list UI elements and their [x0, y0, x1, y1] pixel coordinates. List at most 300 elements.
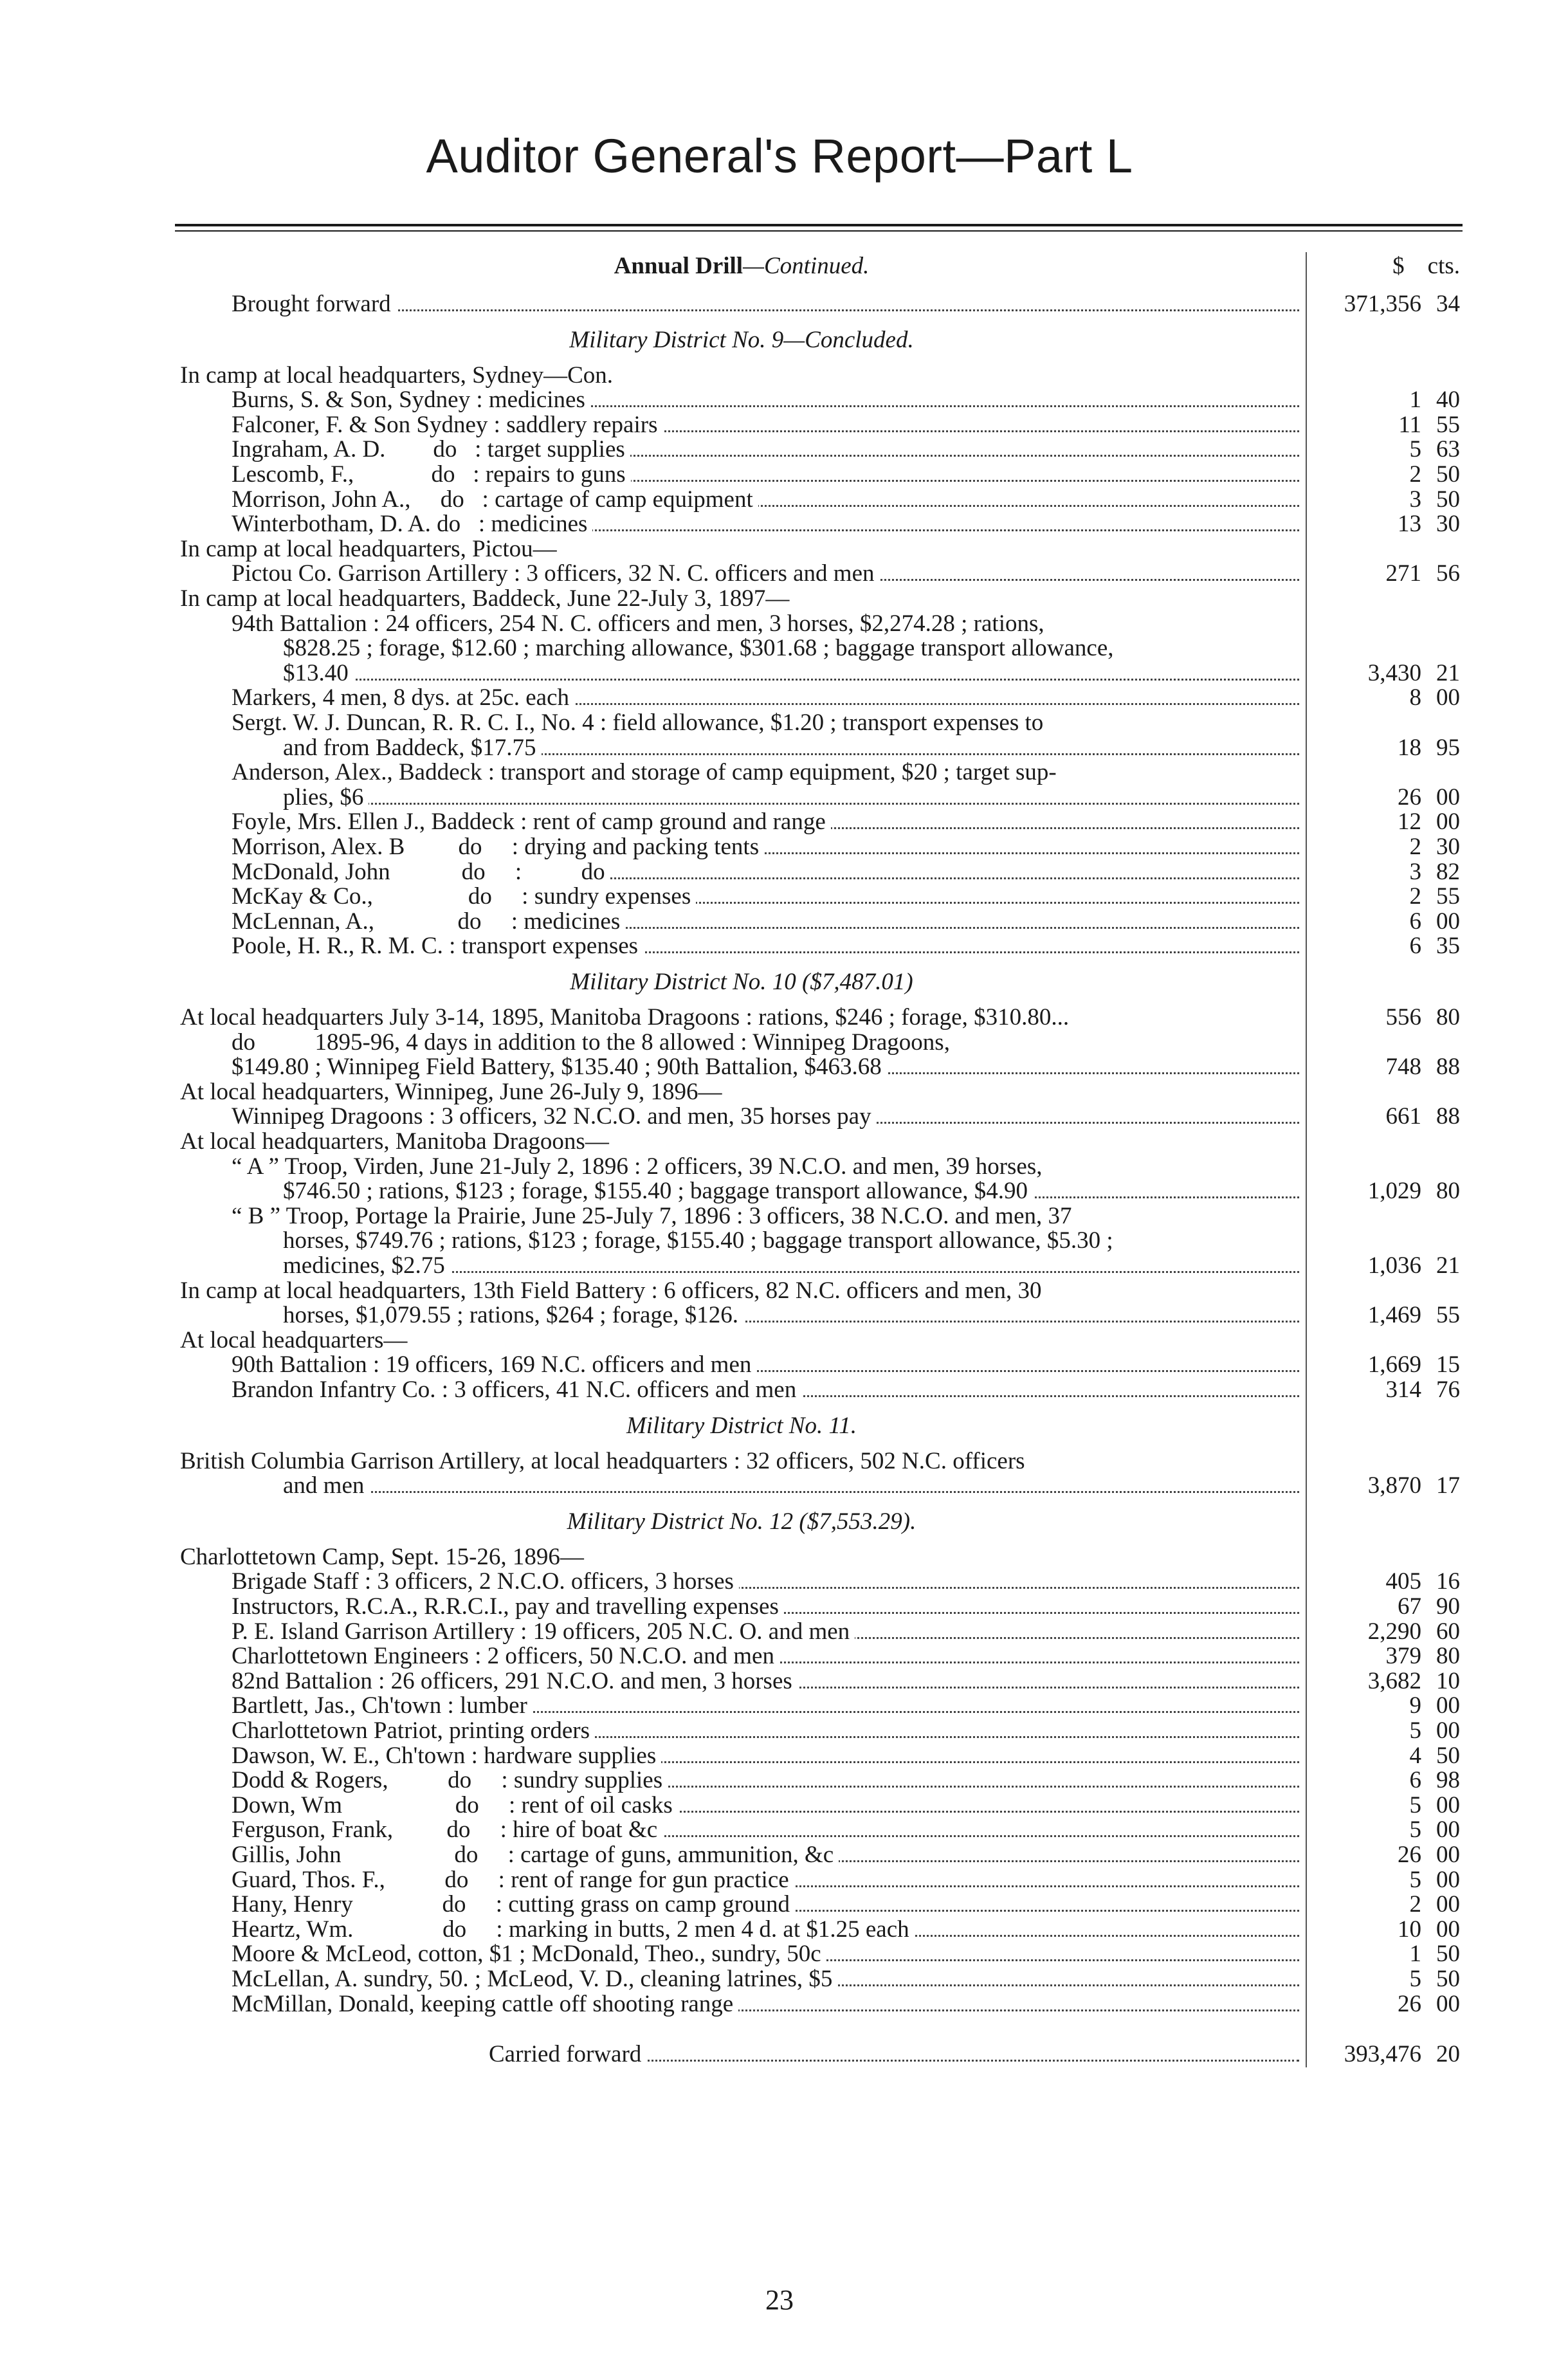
- ledger-description: [180, 1449, 1303, 1474]
- ledger-text: Markers, 4 men, 8 dys. at 25c. each: [232, 686, 574, 710]
- amount-cents: 30: [1436, 834, 1460, 860]
- amount-cents: 80: [1436, 1643, 1460, 1670]
- ledger-row: [180, 1818, 1460, 1842]
- ledger-text: Winterbotham, D. A. do : medicines: [232, 512, 592, 536]
- amount-dollars: 2,290: [1367, 1618, 1421, 1645]
- amount-dollars: 748: [1385, 1054, 1421, 1081]
- ledger-amount: [1312, 835, 1460, 859]
- section-title-bold: Annual Drill: [614, 253, 743, 279]
- ledger-amount: [1312, 884, 1460, 909]
- amount-cents: 40: [1436, 387, 1460, 414]
- amount-cents: 00: [1436, 783, 1460, 810]
- ledger-description: [180, 1868, 1303, 1892]
- ledger-amount: [1312, 1967, 1460, 1991]
- amount-cents: 10: [1436, 1667, 1460, 1694]
- ledger-text: Heartz, Wm. do : marking in butts, 2 men 4 d. at $1.25 each: [232, 1918, 915, 1942]
- ledger-text: In camp at local headquarters, Baddeck, June 22-July 3, 1897—: [180, 587, 794, 611]
- amount-cents: 90: [1436, 1593, 1460, 1620]
- ledger-text: Brandon Infantry Co. : 3 officers, 41 N.C. officers and men: [232, 1378, 801, 1402]
- ledger-row: [180, 1229, 1460, 1253]
- ledger-amount: [1312, 1942, 1460, 1966]
- amount-cents: 88: [1436, 1103, 1460, 1130]
- ledger-amount: [1312, 686, 1460, 710]
- dot-leader: [283, 1491, 1299, 1493]
- dollars-column-header: $: [1392, 253, 1405, 279]
- ledger-amount: [1312, 1378, 1460, 1402]
- amount-dollars: 3: [1409, 486, 1421, 513]
- ledger-text: horses, $1,079.55 ; rations, $264 ; forage, $126.: [283, 1303, 743, 1328]
- ledger-amount: [1312, 1719, 1460, 1743]
- ledger-row: [180, 1570, 1460, 1594]
- ledger-row: [180, 1449, 1460, 1474]
- ledger-description: [180, 1179, 1303, 1204]
- dot-leader: [283, 803, 1299, 805]
- amount-dollars: 2: [1409, 1891, 1421, 1918]
- ledger-description: [180, 1793, 1303, 1818]
- ledger-text: Sergt. W. J. Duncan, R. R. C. I., No. 4 : field allowance, $1.20 ; transport expenses to: [232, 711, 1048, 735]
- amount-dollars: 3,682: [1367, 1667, 1421, 1694]
- amount-cents: 15: [1436, 1351, 1460, 1378]
- ledger-text: In camp at local headquarters, 13th Field Battery : 6 officers, 82 N.C. officers and men, 30: [180, 1279, 1047, 1303]
- ledger-text: Morrison, Alex. B do : drying and packing tents: [232, 835, 764, 859]
- amount-cents: 17: [1436, 1472, 1460, 1499]
- ledger-description: [180, 1080, 1303, 1104]
- amount-dollars: 67: [1398, 1593, 1421, 1620]
- amount-cents: 50: [1436, 1941, 1460, 1968]
- ledger-description: [180, 437, 1303, 462]
- ledger-amount: [1312, 1055, 1460, 1079]
- ledger-description: [180, 1992, 1303, 2017]
- ledger-description: [180, 388, 1303, 412]
- ledger-row: [180, 1942, 1460, 1966]
- ledger-text: In camp at local headquarters, Sydney—Con.: [180, 363, 618, 388]
- ledger-description: [180, 1694, 1303, 1718]
- ledger-row: [180, 537, 1460, 562]
- ledger-row: [180, 1104, 1460, 1129]
- ledger-amount: [1312, 1570, 1460, 1594]
- ledger-row: [180, 1055, 1460, 1079]
- ledger-amount: [1312, 910, 1460, 934]
- ledger-description: [180, 1719, 1303, 1743]
- ledger-text: Brigade Staff : 3 officers, 2 N.C.O. officers, 3 horses: [232, 1570, 739, 1594]
- ledger-row: [180, 462, 1460, 487]
- amount-cents: 80: [1436, 1178, 1460, 1205]
- ledger-text: P. E. Island Garrison Artillery : 19 officers, 205 N.C. O. and men: [232, 1620, 855, 1644]
- section-title-continued: —Continued.: [743, 253, 870, 279]
- ledger-row: [180, 1967, 1460, 1991]
- amount-cents: 50: [1436, 486, 1460, 513]
- ledger-description: [180, 1279, 1303, 1303]
- ledger-amount: [1312, 785, 1460, 810]
- ledger-row: [180, 661, 1460, 686]
- amount-cents: 50: [1436, 1742, 1460, 1769]
- ledger-row: [180, 437, 1460, 462]
- amount-dollars: 10: [1398, 1916, 1421, 1943]
- amount-cents: 76: [1436, 1377, 1460, 1403]
- ledger-amount: [1312, 1179, 1460, 1204]
- ledger-text: Charlottetown Patriot, printing orders: [232, 1719, 595, 1743]
- amount-cents: 55: [1436, 883, 1460, 910]
- ledger-amount: [1312, 934, 1460, 958]
- ledger-amount: [1312, 1892, 1460, 1917]
- ledger-description: [180, 512, 1303, 536]
- ledger-row: [180, 1303, 1460, 1328]
- ledger-amount: [1312, 1694, 1460, 1718]
- ledger-amount: [1312, 1768, 1460, 1793]
- ledger-text: do 1895-96, 4 days in addition to the 8 allowed : Winnipeg Dragoons,: [232, 1030, 955, 1055]
- amount-dollars: 661: [1385, 1103, 1421, 1130]
- district-heading: Military District No. 12 ($7,553.29).: [567, 1508, 916, 1535]
- ledger-description: [180, 1942, 1303, 1966]
- ledger-description: [180, 587, 1303, 611]
- ledger-row: [180, 835, 1460, 859]
- ledger-row: [180, 1719, 1460, 1743]
- amount-dollars: 8: [1409, 684, 1421, 711]
- ledger-description: [180, 1474, 1303, 1498]
- ledger-text: McLennan, A., do : medicines: [232, 910, 625, 934]
- ledger-amount: [1312, 1104, 1460, 1129]
- ledger-description: [180, 1130, 1303, 1154]
- amount-dollars: 26: [1398, 1990, 1421, 2017]
- ledger-text: Gillis, John do : cartage of guns, ammunition, &c: [232, 1843, 839, 1867]
- ledger-description: [180, 1104, 1303, 1129]
- amount-dollars: 26: [1398, 783, 1421, 810]
- ledger-text: Moore & McLeod, cotton, $1 ; McDonald, Theo., sundry, 50c: [232, 1942, 826, 1966]
- amount-dollars: 393,476: [1344, 2041, 1421, 2068]
- ledger-row: [180, 711, 1460, 735]
- amount-dollars: 314: [1385, 1377, 1421, 1403]
- ledger-text: At local headquarters—: [180, 1328, 412, 1353]
- ledger-row: [180, 1793, 1460, 1818]
- ledger-row: [180, 1155, 1460, 1179]
- ledger-amount: [1312, 512, 1460, 536]
- amount-cents: 50: [1436, 1966, 1460, 1992]
- ledger-row: [180, 413, 1460, 437]
- ledger-row: [180, 934, 1460, 958]
- ledger-description: [180, 1768, 1303, 1793]
- amount-cents: 00: [1436, 1866, 1460, 1893]
- ledger-description: [180, 736, 1303, 760]
- ledger-row: [180, 1005, 1460, 1030]
- ledger-text: Dodd & Rogers, do : sundry supplies: [232, 1768, 668, 1793]
- amount-cents: 82: [1436, 858, 1460, 885]
- ledger-row: [180, 1644, 1460, 1669]
- ledger-amount: [1312, 1474, 1460, 1498]
- header-rule-thick: [175, 224, 1463, 226]
- amount-cents: 20: [1436, 2041, 1460, 2068]
- ledger-description: [180, 1378, 1303, 1402]
- ledger-text: horses, $749.76 ; rations, $123 ; forage, $155.40 ; baggage transport allowance, $5.30 ;: [283, 1229, 1118, 1253]
- ledger-amount: [1312, 388, 1460, 412]
- ledger-row: [180, 1474, 1460, 1498]
- cents-column-header: cts.: [1427, 253, 1460, 279]
- ledger-text: McMillan, Donald, keeping cattle off shooting range: [232, 1992, 738, 2017]
- amount-dollars: 1,469: [1367, 1302, 1421, 1329]
- ledger-description: [180, 1644, 1303, 1669]
- ledger-amount: [1312, 1353, 1460, 1377]
- ledger-description: [180, 1967, 1303, 1991]
- ledger-row: [180, 1179, 1460, 1204]
- ledger-description: [180, 1669, 1303, 1694]
- ledger-amount: [1312, 562, 1460, 586]
- ledger-text: Winnipeg Dragoons : 3 officers, 32 N.C.O. and men, 35 horses pay: [232, 1104, 877, 1129]
- ledger-description: [180, 686, 1303, 710]
- ledger-text: 94th Battalion : 24 officers, 254 N. C. officers and men, 3 horses, $2,274.28 ; rations,: [232, 612, 1050, 636]
- amount-dollars: 2: [1409, 834, 1421, 860]
- amount-cents: 16: [1436, 1568, 1460, 1595]
- ledger-row: [180, 1992, 1460, 2017]
- ledger-description: [180, 810, 1303, 834]
- amount-cents: 56: [1436, 560, 1460, 587]
- ledger-description: [180, 785, 1303, 810]
- amount-cents: 00: [1436, 809, 1460, 836]
- ledger-amount: [1312, 661, 1460, 686]
- ledger-amount: [1312, 1918, 1460, 1942]
- amount-cents: 60: [1436, 1618, 1460, 1645]
- ledger-text: 82nd Battalion : 26 officers, 291 N.C.O. and men, 3 horses: [232, 1669, 798, 1694]
- amount-dollars: 12: [1398, 809, 1421, 836]
- ledger-row: [180, 562, 1460, 586]
- ledger-description: [180, 1005, 1303, 1030]
- ledger-description: [180, 1818, 1303, 1842]
- ledger-row: [180, 636, 1460, 661]
- amount-dollars: 5: [1409, 1866, 1421, 1893]
- ledger-row: [180, 1328, 1460, 1353]
- ledger-amount: [1312, 1868, 1460, 1892]
- ledger-amount: [1312, 1005, 1460, 1030]
- amount-cents: 35: [1436, 933, 1460, 960]
- ledger-text: Pictou Co. Garrison Artillery : 3 officers, 32 N. C. officers and men: [232, 562, 880, 586]
- ledger-row: [180, 1080, 1460, 1104]
- section-title: [180, 252, 1303, 280]
- header-rule-thin: [175, 230, 1463, 232]
- ledger-text: Morrison, John A., do : cartage of camp equipment: [232, 488, 758, 512]
- ledger-row: [180, 1768, 1460, 1793]
- ledger-text: Foyle, Mrs. Ellen J., Baddeck : rent of camp ground and range: [232, 810, 831, 834]
- amount-dollars: 5: [1409, 1966, 1421, 1992]
- amount-dollars: 556: [1385, 1004, 1421, 1030]
- ledger-text: 90th Battalion : 19 officers, 169 N.C. officers and men: [232, 1353, 756, 1377]
- ledger-text: Falconer, F. & Son Sydney : saddlery repairs: [232, 413, 662, 437]
- ledger-row: [180, 1595, 1460, 1619]
- ledger-amount: [1312, 462, 1460, 487]
- amount-dollars: 6: [1409, 933, 1421, 960]
- ledger-text: and men: [283, 1474, 369, 1498]
- amount-dollars: 6: [1409, 1767, 1421, 1794]
- ledger-description: [180, 860, 1303, 884]
- amount-dollars: 11: [1398, 411, 1421, 438]
- ledger-row: [180, 1694, 1460, 1718]
- ledger-text: $149.80 ; Winnipeg Field Battery, $135.40 ; 90th Battalion, $463.68: [232, 1055, 887, 1079]
- ledger-description: [180, 1595, 1303, 1619]
- ledger-description: [180, 1155, 1303, 1179]
- ledger-amount: [1312, 1620, 1460, 1644]
- ledger-text: $746.50 ; rations, $123 ; forage, $155.40 ; baggage transport allowance, $4.90: [283, 1179, 1033, 1204]
- amount-dollars: 13: [1398, 511, 1421, 538]
- ledger-row: [180, 1843, 1460, 1867]
- amount-cents: 00: [1436, 1842, 1460, 1868]
- ledger-amount: [1312, 1669, 1460, 1694]
- amount-cents: 00: [1436, 1817, 1460, 1844]
- ledger-row: [180, 587, 1460, 611]
- amount-dollars: 405: [1385, 1568, 1421, 1595]
- ledger-row: [180, 1378, 1460, 1402]
- ledger-amount: [1312, 1992, 1460, 2017]
- amount-cents: 34: [1436, 291, 1460, 317]
- amount-dollars: 371,356: [1344, 291, 1421, 317]
- amount-dollars: 5: [1409, 1717, 1421, 1744]
- ledger-row: [180, 1918, 1460, 1942]
- ledger-description: [180, 1030, 1303, 1055]
- ledger-row: [180, 2042, 1460, 2067]
- ledger-description: [180, 562, 1303, 586]
- ledger-text: Ferguson, Frank, do : hire of boat &c: [232, 1818, 662, 1842]
- ledger-row: [180, 736, 1460, 760]
- ledger-row: [180, 686, 1460, 710]
- amount-dollars: 9: [1409, 1692, 1421, 1719]
- ledger-text: At local headquarters, Winnipeg, June 26-July 9, 1896—: [180, 1080, 727, 1104]
- ledger-text: Down, Wm do : rent of oil casks: [232, 1793, 678, 1818]
- ledger-amount: [1312, 1254, 1460, 1278]
- page-header: Auditor General's Report—Part L: [426, 129, 1133, 183]
- district-heading: Military District No. 10 ($7,487.01): [570, 969, 913, 995]
- ledger-row: [180, 363, 1460, 388]
- ledger-text: and from Baddeck, $17.75: [283, 736, 542, 760]
- ledger-description: [180, 835, 1303, 859]
- ledger-text: Poole, H. R., R. M. C. : transport expenses: [232, 934, 643, 958]
- amount-cents: 00: [1436, 908, 1460, 935]
- ledger-text: In camp at local headquarters, Pictou—: [180, 537, 562, 562]
- ledger-description: [180, 760, 1303, 785]
- ledger-amount: [1312, 810, 1460, 834]
- ledger-amount: [1312, 1843, 1460, 1867]
- amount-cents: 30: [1436, 511, 1460, 538]
- amount-dollars: 1,669: [1367, 1351, 1421, 1378]
- ledger-row: [180, 1868, 1460, 1892]
- ledger-text: British Columbia Garrison Artillery, at local headquarters : 32 officers, 502 N.C. officers: [180, 1449, 1030, 1474]
- ledger-row: [180, 488, 1460, 512]
- amount-dollars: 1: [1409, 1941, 1421, 1968]
- ledger-description: [180, 1620, 1303, 1644]
- dot-leader: [283, 679, 1299, 681]
- ledger-row: [180, 1620, 1460, 1644]
- ledger-row: [180, 1130, 1460, 1154]
- ledger-text: Hany, Henry do : cutting grass on camp ground: [232, 1892, 795, 1917]
- ledger-row: [180, 785, 1460, 810]
- district-heading: Military District No. 11.: [626, 1412, 857, 1439]
- amount-cents: 21: [1436, 1252, 1460, 1279]
- amount-dollars: 1,036: [1367, 1252, 1421, 1279]
- ledger-amount: [1312, 1303, 1460, 1328]
- amount-column-rule: [1306, 252, 1307, 2067]
- ledger-description: [180, 1055, 1303, 1079]
- ledger-text: Guard, Thos. F., do : rent of range for gun practice: [232, 1868, 794, 1892]
- amount-cents: 00: [1436, 1916, 1460, 1943]
- amount-cents: 00: [1436, 1990, 1460, 2017]
- ledger-text: Carried forward: [489, 2042, 646, 2067]
- ledger-row: [180, 1254, 1460, 1278]
- amount-dollars: 26: [1398, 1842, 1421, 1868]
- ledger-row: [180, 910, 1460, 934]
- district-heading: Military District No. 9—Concluded.: [569, 326, 914, 353]
- ledger-row: [180, 1545, 1460, 1570]
- ledger-description: [180, 292, 1303, 316]
- ledger-description: [180, 537, 1303, 562]
- amount-dollars: 4: [1409, 1742, 1421, 1769]
- ledger-amount: [1312, 1644, 1460, 1669]
- ledger-row: [180, 1892, 1460, 1917]
- ledger-description: [180, 1204, 1303, 1229]
- ledger-row: [180, 1353, 1460, 1377]
- amount-dollars: 271: [1385, 560, 1421, 587]
- amount-dollars: 379: [1385, 1643, 1421, 1670]
- ledger-text: Brought forward: [232, 292, 396, 316]
- ledger-row: [180, 1669, 1460, 1694]
- amount-cents: 00: [1436, 1692, 1460, 1719]
- report-body: [180, 252, 1460, 2233]
- ledger-text: At local headquarters July 3-14, 1895, Manitoba Dragoons : rations, $246 ; forage, $310.80...: [180, 1005, 1074, 1030]
- ledger-text: “ B ” Troop, Portage la Prairie, June 25-July 7, 1896 : 3 officers, 38 N.C.O. and men, 37: [232, 1204, 1077, 1229]
- ledger-description: [180, 1254, 1303, 1278]
- ledger-description: [180, 1229, 1303, 1253]
- ledger-text: plies, $6: [283, 785, 369, 810]
- amount-dollars: 5: [1409, 436, 1421, 463]
- ledger-amount: [1312, 437, 1460, 462]
- ledger-row: [180, 1204, 1460, 1229]
- ledger-description: [180, 413, 1303, 437]
- ledger-text: Charlottetown Engineers : 2 officers, 50 N.C.O. and men: [232, 1644, 780, 1669]
- amount-cents: 95: [1436, 734, 1460, 761]
- column-headers: [1312, 252, 1460, 280]
- ledger-description: [180, 488, 1303, 512]
- ledger-description: [180, 462, 1303, 487]
- ledger-text: “ A ” Troop, Virden, June 21-July 2, 1896 : 2 officers, 39 N.C.O. and men, 39 horses,: [232, 1155, 1048, 1179]
- ledger-text: Bartlett, Jas., Ch'town : lumber: [232, 1694, 533, 1718]
- amount-dollars: 3,430: [1367, 659, 1421, 686]
- ledger-description: [180, 1918, 1303, 1942]
- amount-cents: 21: [1436, 659, 1460, 686]
- ledger-text: $828.25 ; forage, $12.60 ; marching allowance, $301.68 ; baggage transport allowance,: [283, 636, 1119, 661]
- ledger-text: Ingraham, A. D. do : target supplies: [232, 437, 630, 462]
- ledger-amount: [1312, 1818, 1460, 1842]
- ledger-row: [180, 512, 1460, 536]
- ledger-row: [180, 1744, 1460, 1768]
- ledger-amount: [1312, 488, 1460, 512]
- ledger-amount: [1312, 1744, 1460, 1768]
- amount-dollars: 1: [1409, 387, 1421, 414]
- ledger-amount: [1312, 1793, 1460, 1818]
- amount-dollars: 18: [1398, 734, 1421, 761]
- amount-cents: 50: [1436, 461, 1460, 488]
- ledger-row: [180, 1279, 1460, 1303]
- ledger-description: [180, 884, 1303, 909]
- ledger-row: [180, 810, 1460, 834]
- amount-cents: 63: [1436, 436, 1460, 463]
- ledger-amount: [1312, 413, 1460, 437]
- ledger-text: Charlottetown Camp, Sept. 15-26, 1896—: [180, 1545, 589, 1570]
- amount-dollars: 2: [1409, 883, 1421, 910]
- ledger-amount: [1312, 736, 1460, 760]
- ledger-description: [180, 1892, 1303, 1917]
- amount-cents: 55: [1436, 411, 1460, 438]
- ledger-row: [180, 860, 1460, 884]
- amount-dollars: 3,870: [1367, 1472, 1421, 1499]
- ledger-description: [180, 934, 1303, 958]
- ledger-row: [180, 1030, 1460, 1055]
- ledger-description: [180, 711, 1303, 735]
- amount-cents: 98: [1436, 1767, 1460, 1794]
- amount-dollars: 2: [1409, 461, 1421, 488]
